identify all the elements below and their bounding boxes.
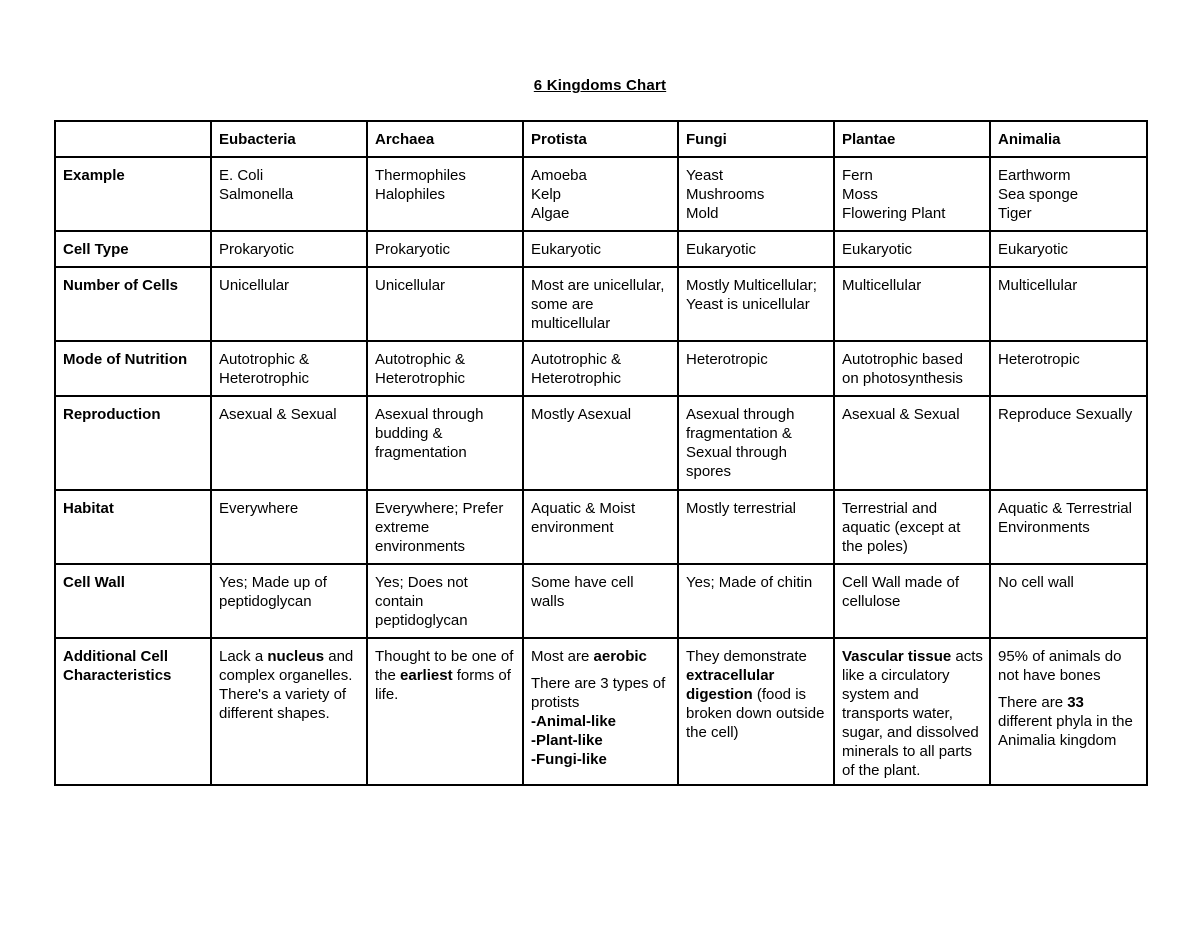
cell-additional-eubacteria <box>211 638 367 785</box>
cell-text: No cell wall <box>998 574 1074 591</box>
cell-text: Eukaryotic <box>686 241 757 258</box>
cell-text: different phyla in the Animalia kingdom <box>998 713 1133 749</box>
cell-mode-of-nutrition-fungi <box>678 341 834 396</box>
cell-text: Autotrophic & Heterotrophic <box>531 351 622 387</box>
cell-text: Unicellular <box>375 277 446 294</box>
cell-text: Everywhere <box>219 500 299 517</box>
cell-bold-text: -Plant-like <box>531 732 603 749</box>
row-additional-characteristics <box>55 638 1147 785</box>
header-cell-fungi: Fungi <box>678 121 834 157</box>
cell-text: Aquatic & Terrestrial Environments <box>998 500 1132 536</box>
cell-text: Prokaryotic <box>219 241 295 258</box>
header-cell-archaea: Archaea <box>367 121 523 157</box>
cell-habitat-fungi <box>678 490 834 564</box>
cell-text: and complex organelles. There's a variety of different shapes. <box>219 648 354 722</box>
cell-text: There are <box>998 694 1068 711</box>
cell-text: Eukaryotic <box>998 241 1069 258</box>
row-reproduction <box>55 396 1147 490</box>
cell-bold-text: extracellular digestion <box>686 667 775 703</box>
cell-text: Some have cell walls <box>531 574 634 610</box>
cell-text: Asexual & Sexual <box>219 406 337 423</box>
cell-text: Asexual through budding & fragmentation <box>375 406 484 461</box>
cell-number-of-cells-animalia <box>990 267 1147 341</box>
cell-text: There are 3 types of protists <box>531 675 666 711</box>
cell-additional-animalia <box>990 638 1147 785</box>
cell-bold-text: earliest <box>400 667 453 684</box>
cell-mode-of-nutrition-animalia <box>990 341 1147 396</box>
cell-mode-of-nutrition-protista <box>523 341 678 396</box>
cell-reproduction-plantae <box>834 396 990 490</box>
row-cell-type <box>55 231 1147 267</box>
cell-cell-wall-fungi <box>678 564 834 638</box>
cell-cell-type-plantae <box>834 231 990 267</box>
cell-example-plantae <box>834 157 990 231</box>
kingdoms-table <box>54 120 1148 786</box>
cell-text: Mostly terrestrial <box>686 500 797 517</box>
cell-additional-protista <box>523 638 678 785</box>
cell-text: Prokaryotic <box>375 241 451 258</box>
cell-text: Heterotropic <box>998 351 1080 368</box>
cell-example-fungi <box>678 157 834 231</box>
row-label-cell-wall: Cell Wall <box>55 564 211 638</box>
cell-reproduction-animalia <box>990 396 1147 490</box>
cell-text: Most are <box>531 648 594 665</box>
cell-text: Multicellular <box>998 277 1078 294</box>
header-cell-protista: Protista <box>523 121 678 157</box>
cell-reproduction-eubacteria <box>211 396 367 490</box>
row-label-number-of-cells: Number of Cells <box>55 267 211 341</box>
cell-text: Cell Wall made of cellulose <box>842 574 959 610</box>
additional-label-text: Additional Cell Characteristics <box>63 648 172 684</box>
cell-bold-text: -Fungi-like <box>531 751 607 768</box>
cell-cell-type-fungi <box>678 231 834 267</box>
cell-text: Autotrophic based on photosynthesis <box>842 351 963 387</box>
cell-text: Mostly Asexual <box>531 406 632 423</box>
row-mode-of-nutrition <box>55 341 1147 396</box>
cell-cell-wall-plantae <box>834 564 990 638</box>
row-example <box>55 157 1147 231</box>
cell-bold-text: nucleus <box>267 648 325 665</box>
cell-example-animalia <box>990 157 1147 231</box>
cell-text: Asexual through fragmentation & Sexual through spores <box>686 406 795 480</box>
cell-text: Most are unicellular, some are multicellular <box>531 277 665 332</box>
cell-example-protista <box>523 157 678 231</box>
row-label-mode-of-nutrition: Mode of Nutrition <box>55 341 211 396</box>
cell-habitat-eubacteria <box>211 490 367 564</box>
cell-cell-type-eubacteria <box>211 231 367 267</box>
cell-text: Earthworm Sea sponge Tiger <box>998 167 1079 222</box>
row-label-habitat: Habitat <box>55 490 211 564</box>
cell-example-archaea <box>367 157 523 231</box>
cell-number-of-cells-eubacteria <box>211 267 367 341</box>
spacer <box>531 666 671 674</box>
header-cell-plantae: Plantae <box>834 121 990 157</box>
cell-text: Thermophiles Halophiles <box>375 167 466 203</box>
cell-bold-text: aerobic <box>593 648 647 665</box>
cell-mode-of-nutrition-eubacteria <box>211 341 367 396</box>
header-cell-empty <box>55 121 211 157</box>
row-label-cell-type: Cell Type <box>55 231 211 267</box>
cell-text: Amoeba Kelp Algae <box>531 167 587 222</box>
cell-bold-text: Vascular tissue <box>842 648 952 665</box>
cell-example-eubacteria <box>211 157 367 231</box>
cell-text: Heterotropic <box>686 351 768 368</box>
cell-text: Reproduce Sexually <box>998 406 1133 423</box>
cell-text: Fern Moss Flowering Plant <box>842 167 946 222</box>
cell-number-of-cells-plantae <box>834 267 990 341</box>
cell-text: Yeast Mushrooms Mold <box>686 167 765 222</box>
cell-text: Eukaryotic <box>842 241 913 258</box>
header-cell-eubacteria: Eubacteria <box>211 121 367 157</box>
row-number-of-cells <box>55 267 1147 341</box>
cell-cell-type-animalia <box>990 231 1147 267</box>
row-cell-wall <box>55 564 1147 638</box>
page-title: 6 Kingdoms Chart <box>533 77 667 94</box>
spacer <box>998 685 1140 693</box>
cell-cell-type-protista <box>523 231 678 267</box>
cell-text: Yes; Made of chitin <box>686 574 813 591</box>
cell-habitat-archaea <box>367 490 523 564</box>
cell-text: Lack a <box>219 648 268 665</box>
cell-text: acts like a circulatory system and transports water, sugar, and dissolved minerals to all parts of the plant. <box>842 648 983 779</box>
cell-number-of-cells-protista <box>523 267 678 341</box>
row-label-example: Example <box>55 157 211 231</box>
row-habitat <box>55 490 1147 564</box>
row-label-reproduction: Reproduction <box>55 396 211 490</box>
header-cell-animalia: Animalia <box>990 121 1147 157</box>
cell-text: Mostly Multicellular; Yeast is unicellular <box>686 277 817 313</box>
cell-text: Unicellular <box>219 277 290 294</box>
header-row <box>55 121 1147 157</box>
cell-text: Autotrophic & Heterotrophic <box>375 351 466 387</box>
cell-number-of-cells-fungi <box>678 267 834 341</box>
cell-text: Autotrophic & Heterotrophic <box>219 351 310 387</box>
cell-habitat-plantae <box>834 490 990 564</box>
row-label-additional <box>55 638 211 785</box>
cell-cell-wall-eubacteria <box>211 564 367 638</box>
cell-text: Yes; Does not contain peptidoglycan <box>375 574 468 629</box>
cell-text: Terrestrial and aquatic (except at the poles) <box>842 500 961 555</box>
cell-reproduction-fungi <box>678 396 834 490</box>
cell-cell-type-archaea <box>367 231 523 267</box>
cell-bold-text: 33 <box>1067 694 1084 711</box>
cell-reproduction-archaea <box>367 396 523 490</box>
cell-text: 95% of animals do not have bones <box>998 648 1122 684</box>
cell-cell-wall-protista <box>523 564 678 638</box>
cell-text: Asexual & Sexual <box>842 406 960 423</box>
cell-text: Multicellular <box>842 277 922 294</box>
cell-text: Thought to be one of the <box>375 648 514 684</box>
cell-bold-text: -Animal-like <box>531 713 617 730</box>
cell-additional-plantae <box>834 638 990 785</box>
cell-mode-of-nutrition-plantae <box>834 341 990 396</box>
cell-additional-fungi <box>678 638 834 785</box>
cell-cell-wall-animalia <box>990 564 1147 638</box>
cell-text: Aquatic & Moist environment <box>531 500 636 536</box>
cell-text: Eukaryotic <box>531 241 602 258</box>
cell-text: E. Coli Salmonella <box>219 167 294 203</box>
cell-text: They demonstrate <box>686 648 807 665</box>
cell-number-of-cells-archaea <box>367 267 523 341</box>
cell-cell-wall-archaea <box>367 564 523 638</box>
cell-habitat-protista <box>523 490 678 564</box>
cell-habitat-animalia <box>990 490 1147 564</box>
cell-text: (food is broken down outside the cell) <box>686 686 825 741</box>
cell-text: Yes; Made up of peptidoglycan <box>219 574 327 610</box>
cell-text: Everywhere; Prefer extreme environments <box>375 500 504 555</box>
cell-reproduction-protista <box>523 396 678 490</box>
cell-text: forms of life. <box>375 667 511 703</box>
cell-mode-of-nutrition-archaea <box>367 341 523 396</box>
cell-additional-archaea <box>367 638 523 785</box>
